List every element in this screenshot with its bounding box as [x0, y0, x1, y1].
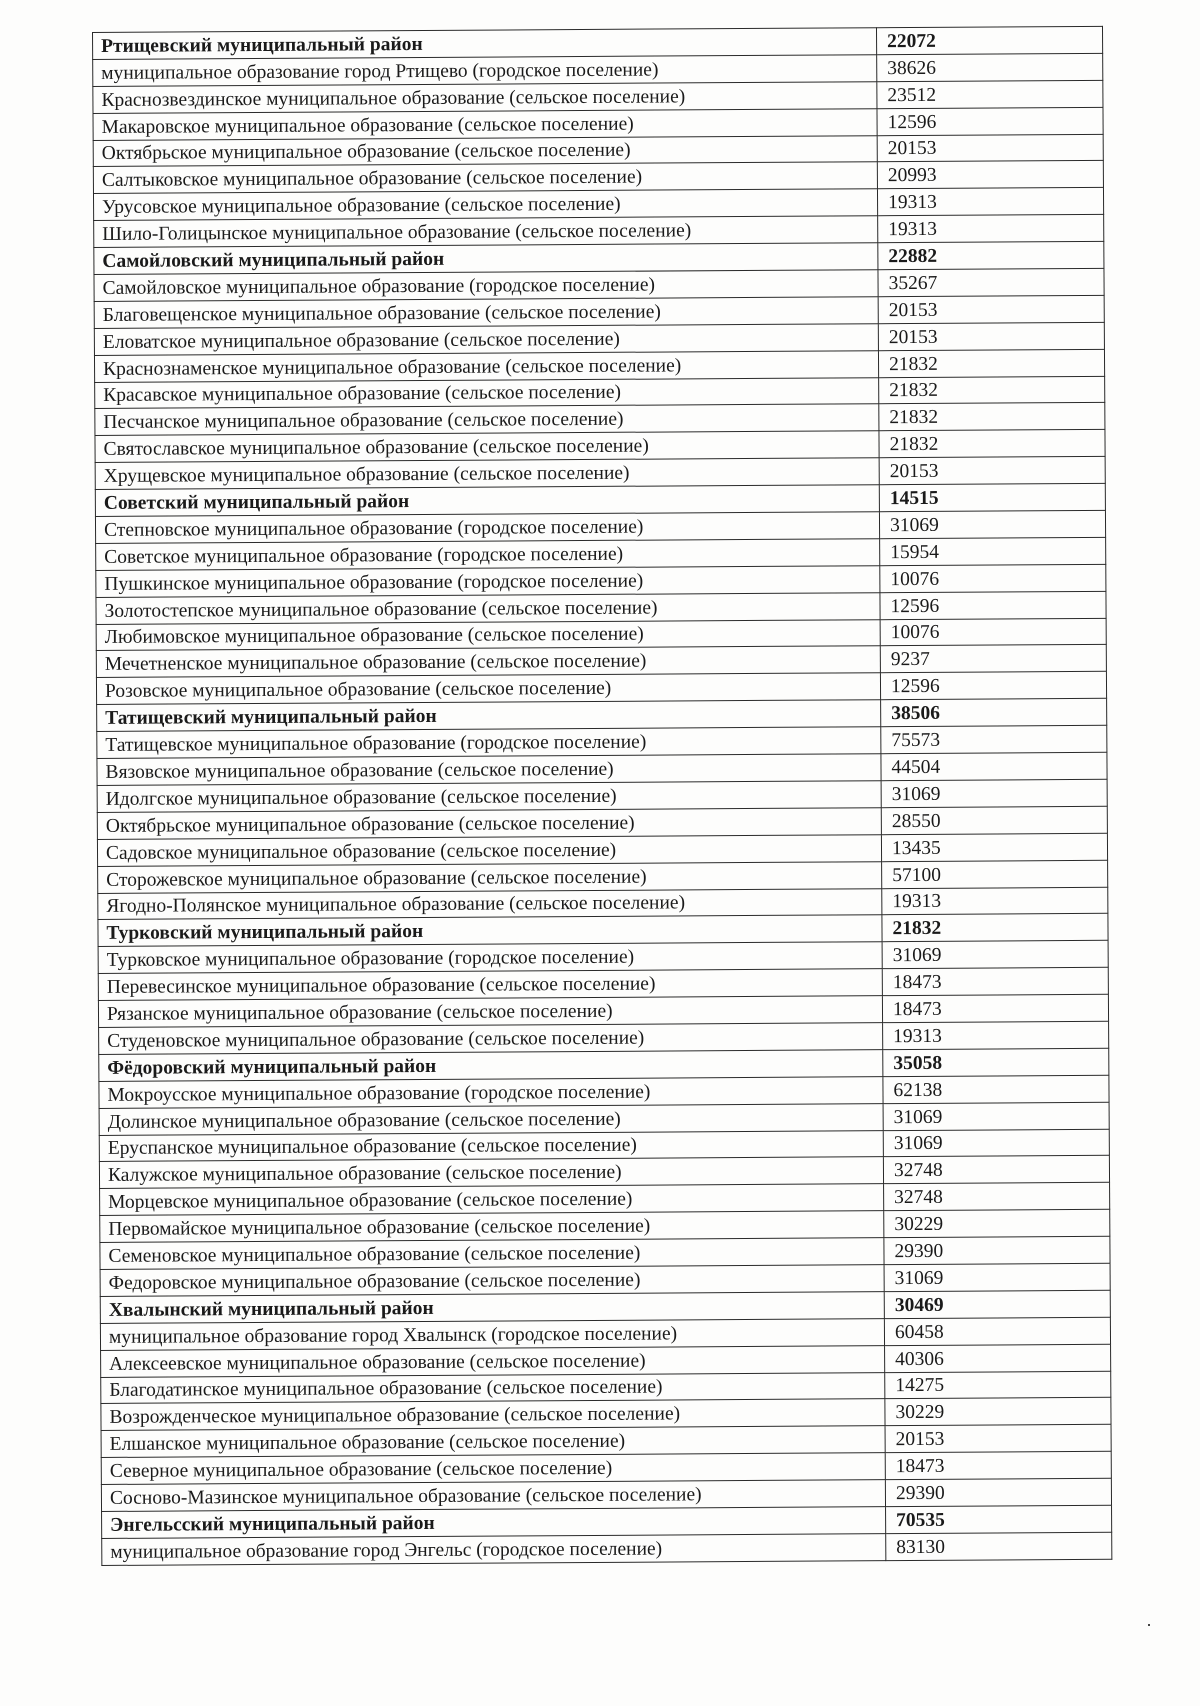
municipality-name-cell: Ягодно-Полянское муниципальное образование (сельское поселение) — [98, 888, 882, 920]
value-cell: 75573 — [881, 725, 1107, 753]
district-value-cell: 22072 — [876, 26, 1102, 54]
municipality-name-cell: Любимовское муниципальное образование (сельское поселение) — [96, 619, 880, 651]
table-body — [93, 26, 1112, 1565]
municipality-name-cell: Турковское муниципальное образование (городское поселение) — [98, 942, 882, 974]
value-cell: 20153 — [879, 457, 1105, 485]
municipality-name-cell: Красавское муниципальное образование (сельское поселение) — [95, 377, 879, 409]
value-cell: 32748 — [884, 1183, 1110, 1211]
municipality-name-cell: Елшанское муниципальное образование (сельское поселение) — [101, 1426, 885, 1458]
municipality-name-cell: Сосново-Мазинское муниципальное образование (сельское поселение) — [101, 1480, 885, 1512]
value-cell: 18473 — [882, 994, 1108, 1022]
municipality-name-cell: муниципальное образование город Ртищево (городское поселение) — [93, 55, 877, 87]
district-value-cell: 35058 — [883, 1048, 1109, 1076]
value-cell: 21832 — [879, 376, 1105, 404]
municipality-name-cell: Студеновское муниципальное образование (сельское поселение) — [99, 1023, 883, 1055]
district-name-cell: Хвалынский муниципальный район — [100, 1292, 884, 1324]
value-cell: 31069 — [879, 510, 1105, 538]
municipality-name-cell: Октябрьское муниципальное образование (сельское поселение) — [93, 135, 877, 167]
district-value-cell: 38506 — [881, 699, 1107, 727]
district-name-cell: Самойловский муниципальный район — [94, 243, 878, 275]
municipality-name-cell: Семеновское муниципальное образование (сельское поселение) — [100, 1238, 884, 1270]
value-cell: 15954 — [880, 537, 1106, 565]
municipality-name-cell: Краснозвездинское муниципальное образование (сельское поселение) — [93, 81, 877, 113]
municipality-name-cell: Благовещенское муниципальное образование (сельское поселение) — [94, 297, 878, 329]
district-name-cell: Татищевский муниципальный район — [97, 700, 881, 732]
value-cell: 12596 — [877, 107, 1103, 135]
municipality-name-cell: Морцевское муниципальное образование (сельское поселение) — [100, 1184, 884, 1216]
value-cell: 12596 — [880, 591, 1106, 619]
municipality-name-cell: Песчанское муниципальное образование (сельское поселение) — [95, 404, 879, 436]
value-cell: 12596 — [880, 672, 1106, 700]
municipality-name-cell: Сторожевское муниципальное образование (сельское поселение) — [98, 861, 882, 893]
value-cell: 18473 — [885, 1452, 1111, 1480]
table-row — [102, 1532, 1112, 1565]
value-cell: 20153 — [878, 322, 1104, 350]
value-cell: 21832 — [879, 430, 1105, 458]
municipality-name-cell: муниципальное образование город Энгельс (городское поселение) — [102, 1534, 886, 1566]
value-cell: 21832 — [878, 349, 1104, 377]
value-cell: 10076 — [880, 618, 1106, 646]
value-cell: 62138 — [883, 1075, 1109, 1103]
value-cell: 19313 — [882, 887, 1108, 915]
value-cell: 21832 — [879, 403, 1105, 431]
municipality-name-cell: Идолгское муниципальное образование (сельское поселение) — [97, 781, 881, 813]
municipality-name-cell: Самойловское муниципальное образование (городское поселение) — [94, 270, 878, 302]
value-cell: 18473 — [882, 967, 1108, 995]
value-cell: 30229 — [884, 1209, 1110, 1237]
value-cell: 31069 — [882, 941, 1108, 969]
value-cell: 9237 — [880, 645, 1106, 673]
municipality-name-cell: Краснознаменское муниципальное образование (сельское поселение) — [94, 350, 878, 382]
district-value-cell: 30469 — [884, 1290, 1110, 1318]
scan-speck — [1148, 1624, 1150, 1626]
value-cell: 20153 — [877, 134, 1103, 162]
district-name-cell: Ртищевский муниципальный район — [93, 28, 877, 60]
value-cell: 38626 — [877, 53, 1103, 81]
value-cell: 32748 — [883, 1156, 1109, 1184]
municipality-name-cell: Алексеевское муниципальное образование (сельское поселение) — [101, 1345, 885, 1377]
value-cell: 19313 — [883, 1021, 1109, 1049]
municipality-name-cell: Северное муниципальное образование (сельское поселение) — [101, 1453, 885, 1485]
value-cell: 31069 — [883, 1102, 1109, 1130]
municipality-name-cell: Федоровское муниципальное образование (сельское поселение) — [100, 1265, 884, 1297]
municipality-name-cell: Рязанское муниципальное образование (сельское поселение) — [98, 996, 882, 1028]
municipality-name-cell: Калужское муниципальное образование (сельское поселение) — [99, 1157, 883, 1189]
allocation-table — [92, 26, 1112, 1566]
municipality-name-cell: Святославское муниципальное образование (сельское поселение) — [95, 431, 879, 463]
district-value-cell: 22882 — [878, 241, 1104, 269]
value-cell: 28550 — [881, 806, 1107, 834]
value-cell: 57100 — [882, 860, 1108, 888]
district-value-cell: 70535 — [886, 1505, 1112, 1533]
value-cell: 29390 — [885, 1478, 1111, 1506]
municipality-name-cell: Пушкинское муниципальное образование (городское поселение) — [96, 566, 880, 598]
value-cell: 40306 — [885, 1344, 1111, 1372]
value-cell: 19313 — [877, 188, 1103, 216]
municipality-name-cell: Долинское муниципальное образование (сельское поселение) — [99, 1103, 883, 1135]
value-cell: 35267 — [878, 268, 1104, 296]
district-value-cell: 14515 — [879, 483, 1105, 511]
municipality-name-cell: Хрущевское муниципальное образование (сельское поселение) — [95, 458, 879, 490]
municipality-name-cell: Степновское муниципальное образование (городское поселение) — [95, 512, 879, 544]
value-cell: 44504 — [881, 752, 1107, 780]
value-cell: 30229 — [885, 1398, 1111, 1426]
municipality-name-cell: Татищевское муниципальное образование (городское поселение) — [97, 727, 881, 759]
allocation-table-wrapper — [92, 26, 1099, 1566]
value-cell: 31069 — [884, 1263, 1110, 1291]
municipality-name-cell: Благодатинское муниципальное образование (сельское поселение) — [101, 1372, 885, 1404]
municipality-name-cell: Золотостепское муниципальное образование (сельское поселение) — [96, 592, 880, 624]
value-cell: 13435 — [881, 833, 1107, 861]
value-cell: 23512 — [877, 80, 1103, 108]
municipality-name-cell: муниципальное образование город Хвалынск (городское поселение) — [100, 1318, 884, 1350]
municipality-name-cell: Первомайское муниципальное образование (сельское поселение) — [100, 1211, 884, 1243]
value-cell: 29390 — [884, 1236, 1110, 1264]
municipality-name-cell: Мокроусское муниципальное образование (городское поселение) — [99, 1076, 883, 1108]
municipality-name-cell: Советское муниципальное образование (городское поселение) — [96, 539, 880, 571]
municipality-name-cell: Мечетненское муниципальное образование (сельское поселение) — [96, 646, 880, 678]
value-cell: 60458 — [884, 1317, 1110, 1345]
value-cell: 20993 — [877, 161, 1103, 189]
value-cell: 20153 — [878, 295, 1104, 323]
municipality-name-cell: Розовское муниципальное образование (сельское поселение) — [96, 673, 880, 705]
municipality-name-cell: Еруспанское муниципальное образование (сельское поселение) — [99, 1130, 883, 1162]
municipality-name-cell: Вязовское муниципальное образование (сельское поселение) — [97, 754, 881, 786]
value-cell: 31069 — [881, 779, 1107, 807]
municipality-name-cell: Возрожденческое муниципальное образование (сельское поселение) — [101, 1399, 885, 1431]
value-cell: 31069 — [883, 1129, 1109, 1157]
district-name-cell: Фёдоровский муниципальный район — [99, 1050, 883, 1082]
municipality-name-cell: Садовское муниципальное образование (сельское поселение) — [97, 834, 881, 866]
municipality-name-cell: Урусовское муниципальное образование (сельское поселение) — [93, 189, 877, 221]
municipality-name-cell: Салтыковское муниципальное образование (сельское поселение) — [93, 162, 877, 194]
district-name-cell: Советский муниципальный район — [95, 485, 879, 517]
district-value-cell: 21832 — [882, 914, 1108, 942]
value-cell: 19313 — [878, 215, 1104, 243]
value-cell: 83130 — [886, 1532, 1112, 1560]
value-cell: 20153 — [885, 1425, 1111, 1453]
municipality-name-cell: Перевесинское муниципальное образование (сельское поселение) — [98, 969, 882, 1001]
value-cell: 14275 — [885, 1371, 1111, 1399]
district-name-cell: Турковский муниципальный район — [98, 915, 882, 947]
municipality-name-cell: Макаровское муниципальное образование (сельское поселение) — [93, 108, 877, 140]
municipality-name-cell: Октябрьское муниципальное образование (сельское поселение) — [97, 808, 881, 840]
municipality-name-cell: Шило-Голицынское муниципальное образование (сельское поселение) — [94, 216, 878, 248]
value-cell: 10076 — [880, 564, 1106, 592]
municipality-name-cell: Еловатское муниципальное образование (сельское поселение) — [94, 323, 878, 355]
district-name-cell: Энгельсский муниципальный район — [102, 1507, 886, 1539]
